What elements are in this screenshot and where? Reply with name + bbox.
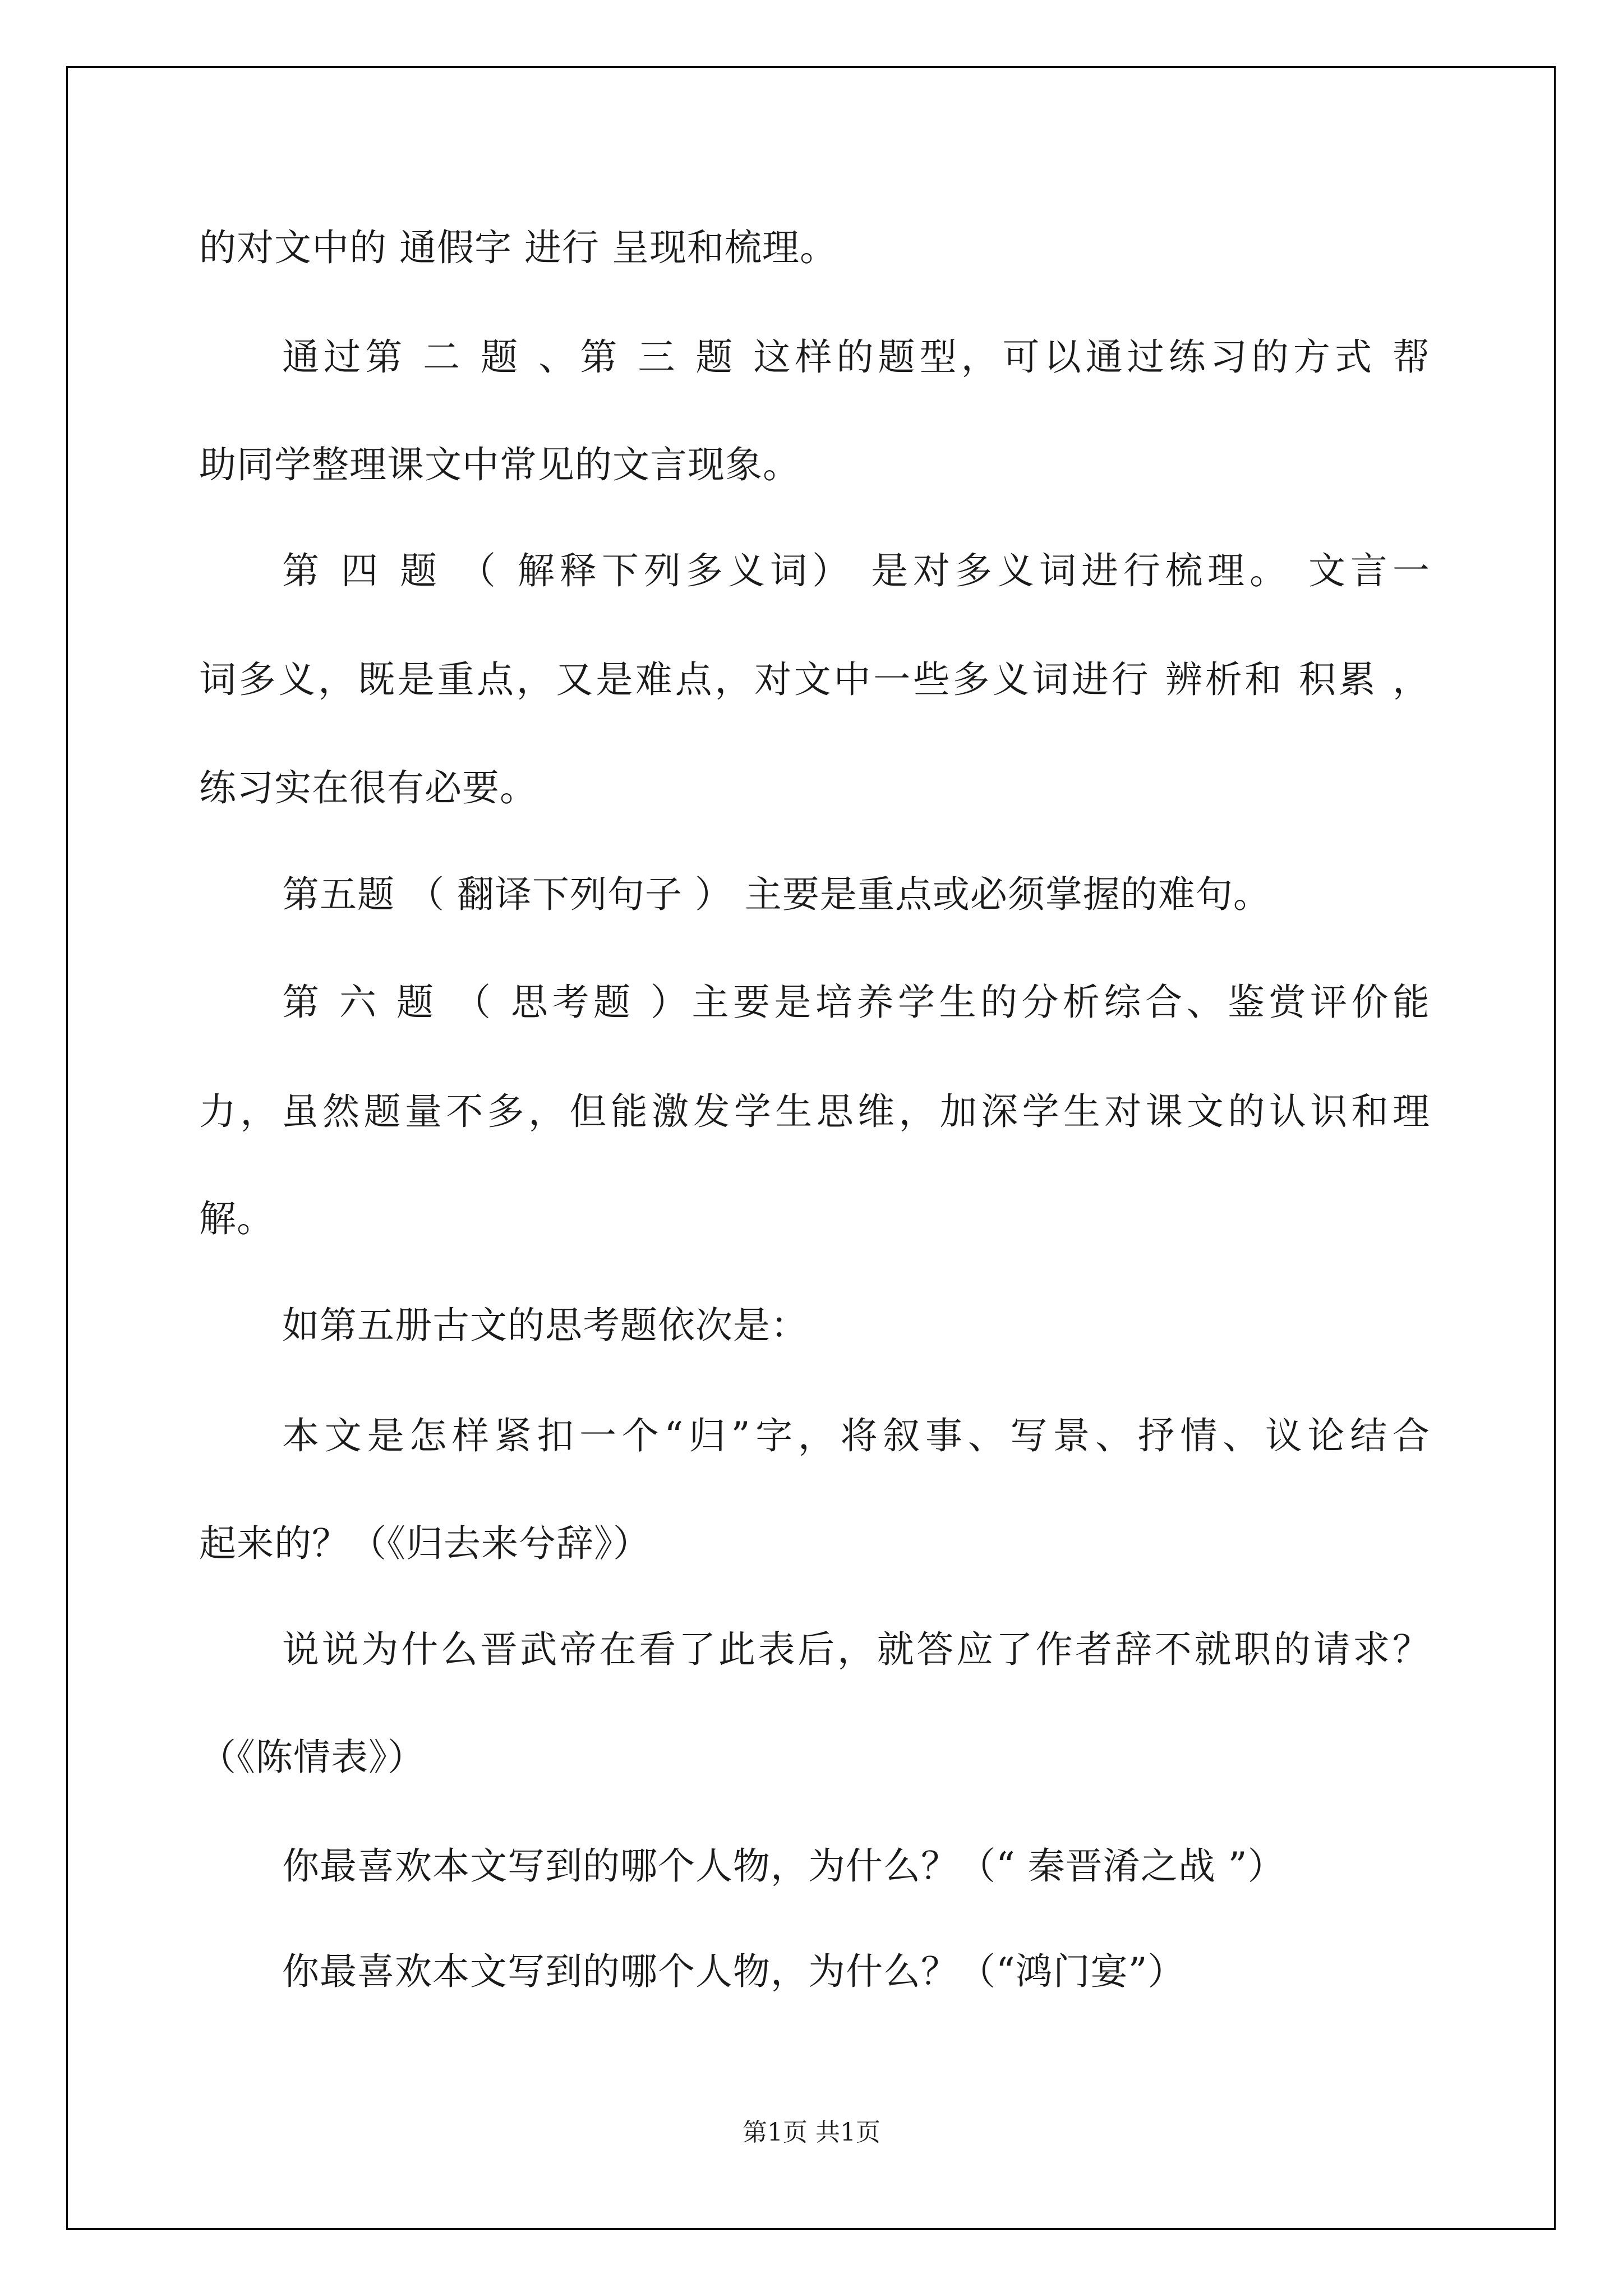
text-line: （《陈情表》） xyxy=(199,1736,425,1779)
page-border xyxy=(66,66,1556,2230)
text-line: 第五题 （ 翻译下列句子 ） 主要是重点或必须掌握的难句。 xyxy=(282,873,1271,916)
text-line: 如第五册古文的思考题依次是： xyxy=(282,1304,808,1347)
text-line: 本文是怎样紧扣一个“归”字，将叙事、写景、抒情、议论结合 xyxy=(282,1414,1430,1457)
text-line: 词多义，既是重点，又是难点，对文中一些多义词进行 辨析和 积累 ， xyxy=(199,658,1430,701)
text-line: 第 四 题 （ 解释下列多义词） 是对多义词进行梳理。 文言一 xyxy=(282,549,1430,592)
text-line: 力，虽然题量不多，但能激发学生思维，加深学生对课文的认识和理 xyxy=(199,1090,1430,1133)
text-line: 你最喜欢本文写到的哪个人物，为什么？（“鸿门宴”） xyxy=(282,1950,1186,1993)
text-line: 说说为什么晋武帝在看了此表后，就答应了作者辞不就职的请求？ xyxy=(282,1628,1430,1671)
text-line: 第 六 题 （ 思考题 ）主要是培养学生的分析综合、鉴赏评价能 xyxy=(282,981,1430,1024)
text-line: 起来的？（《归去来兮辞》） xyxy=(199,1522,651,1565)
page-footer: 第1页 共1页 xyxy=(743,2118,880,2147)
text-line: 练习实在很有必要。 xyxy=(199,766,537,809)
text-line: 助同学整理课文中常见的文言现象。 xyxy=(199,443,800,486)
text-line: 解。 xyxy=(199,1197,274,1240)
text-line: 你最喜欢本文写到的哪个人物，为什么？（“ 秦晋淆之战 ”） xyxy=(282,1844,1285,1888)
text-line: 通过第 二 题 、第 三 题 这样的题型，可以通过练习的方式 帮 xyxy=(282,335,1430,379)
text-line: 的对文中的 通假字 进行 呈现和梳理。 xyxy=(199,226,837,269)
